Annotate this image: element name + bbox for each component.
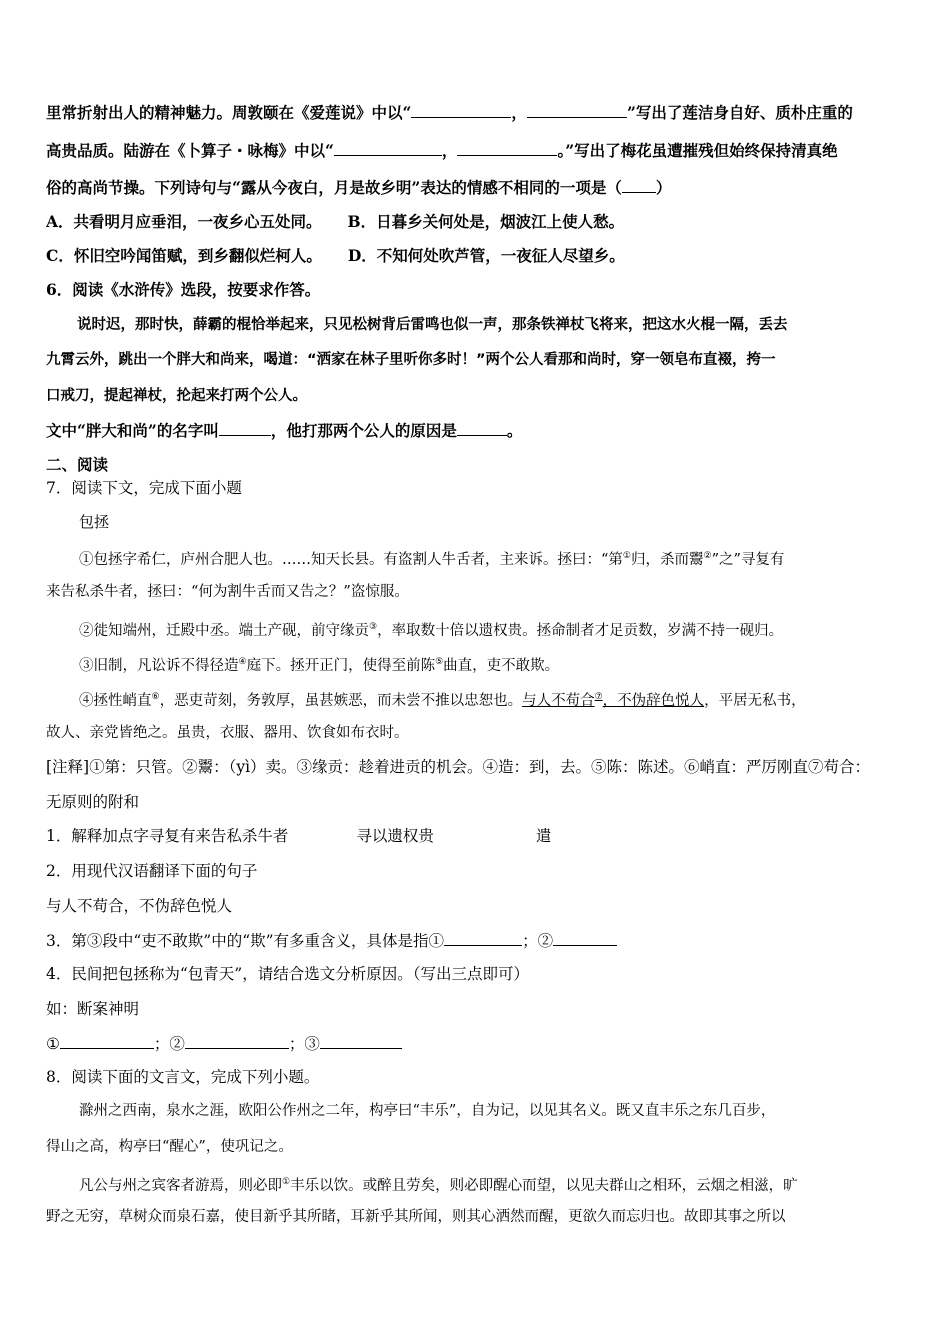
q5-line2-sep: ， [441,141,458,160]
answer-label: ；③ [288,1035,320,1053]
q8-title: 8．阅读下面的文言文，完成下列小题。 [46,1068,320,1086]
q5-line1-text-b: ”写出了莲洁身自好、质朴庄重的 [626,103,853,122]
q7-subquestion-4: 4．民间把包拯称为“包青天”，请结合选文分析原因。（写出三点即可） [46,965,529,983]
q7-sq1-text-b: 寻以遗权贵 [356,827,434,845]
q7-para2-text-b: ，率取数十倍以遗权贵。拯命制者才足贡数，岁满不持一砚归。 [377,622,784,639]
q7-para3-text-b: 庭下。拯开正门，使得至前陈 [246,657,436,674]
q6-passage-line-3: 口戒刀，提起禅杖，抡起来打两个公人。 [46,388,307,404]
q6-passage-line-2: 九霄云外，跳出一个胖大和尚来，喝道：“洒家在林子里听你多时！”两个公人看那和尚时，穿一领皂布直裰，挎一 [46,352,776,368]
q7-para2-text-a: ②徙知端州，迁殿中丞。端土产砚，前守缘贡 [79,622,369,639]
q5-options-row-2 [46,246,910,266]
q7-para4-text-c: ，平居无私书， [704,692,806,709]
q7-subquestion-3 [46,930,910,951]
footnote-marker: ⑤ [435,657,444,667]
option-d[interactable]: D．不知何处吹芦管，一夜征人尽望乡。 [347,246,625,265]
q5-line3-text-b: ） [655,178,672,197]
answer-blank[interactable] [444,930,522,946]
answer-label: ① [46,1035,60,1053]
footnote-marker: ④ [238,657,247,667]
q7-subquestion-2: 2．用现代汉语翻译下面的句子 [46,862,258,880]
underlined-phrase: 与人不苟合 [522,692,595,709]
q7-para4-line1 [79,687,910,711]
q8-passage-line1: 滁州之西南，泉水之涯，欧阳公作州之二年，构亭曰“丰乐”，自为记，以见其名义。既又直丰乐之东几百步， [79,1103,776,1119]
footnote-marker: ⑥ [151,692,160,702]
q5-line3-text-a: 俗的高尚节操。下列诗句与“露从今夜白，月是故乡明”表达的情感不相同的一项是（ [46,178,622,197]
q6-question-text-a: 文中“胖大和尚”的名字叫 [46,421,219,440]
q8-passage-line2: 得山之高，构亭曰“醒心”，使巩记之。 [46,1139,293,1155]
underlined-phrase: ，不伪辞色悦人 [602,692,705,709]
q6-question-text-b: ，他打那两个公人的原因是 [270,421,457,440]
q5-line-2 [46,140,910,161]
answer-blank[interactable] [553,930,617,946]
q5-line2-text-b: 。”写出了梅花虽遭摧残但始终保持清真绝 [557,141,838,160]
option-a[interactable]: A．共看明月应垂泪，一夜乡心五处同。 [46,212,322,231]
q8-para-text-a: 凡公与州之宾客者游焉，则必即 [79,1177,282,1194]
q5-line2-text-a: 高贵品质。陆游在《卜算子・咏梅》中以“ [46,141,334,160]
footnote-marker: ① [282,1177,291,1187]
q7-sq3-text-a: 3．第③段中“吏不敢欺”中的“欺”有多重含义，具体是指① [46,932,445,950]
q5-line1-text-a: 里常折射出人的精神魅力。周敦颐在《爱莲说》中以“ [46,103,412,122]
q7-notes-line1: [注释]①第：只管。②鬻：（yì）卖。③缘贡：趁着进贡的机会。④造：到，去。⑤陈：陈述。⑥峭直：严厉刚直⑦苟合： [46,758,871,776]
q8-passage-line3 [79,1172,910,1196]
answer-blank[interactable] [411,102,511,118]
q7-para1-text-a: ①包拯字希仁，庐州合肥人也。……知天长县。有盗割人牛舌者，主来诉。拯曰：“第 [79,551,623,568]
footnote-marker: ⑦ [594,692,603,702]
answer-blank[interactable] [527,102,627,118]
q6-question-text-c: 。 [506,421,523,440]
q6-passage-line-1: 说时迟，那时快，薛霸的棍恰举起来，只见松树背后雷鸣也似一声，那条铁禅杖飞将来，把这水火棍一隔，丢去 [77,317,788,333]
option-b[interactable]: B．日暮乡关何处是，烟波江上使人愁。 [347,212,625,231]
q7-title: 7．阅读下文，完成下面小题 [46,479,242,497]
q7-para3-text-c: 曲直，吏不敢欺。 [443,657,560,674]
answer-blank[interactable] [457,420,507,436]
answer-blank[interactable] [622,177,656,193]
footnote-marker: ③ [369,622,378,632]
q7-para1-line1 [79,546,910,570]
section-heading: 二、阅读 [46,455,109,474]
answer-blank[interactable] [334,140,442,156]
q5-line1-sep: ， [511,103,527,122]
answer-blank[interactable] [320,1033,402,1049]
q7-subquestion-2-sentence: 与人不苟合，不伪辞色悦人 [46,897,233,915]
q7-para4-line2: 故人、亲党皆绝之。虽贵，衣服、器用、饮食如布衣时。 [46,725,409,741]
q7-para2 [79,617,910,641]
q7-para1-text-b: 归，杀而鬻 [631,551,704,568]
q7-para4-text-b: ，恶吏苛刻，务敦厚，虽甚嫉恶，而未尝不推以忠恕也。 [159,692,523,709]
footnote-marker: ① [622,551,631,561]
q7-sq1-text-c: 遣 [535,827,552,845]
q6-question [46,420,910,441]
q8-para-text-b: 丰乐以饮。或醉且劳矣，则必即醒心而望，以见夫群山之相环，云烟之相滋，旷 [290,1177,798,1194]
option-c[interactable]: C．怀旧空吟闻笛赋，到乡翻似烂柯人。 [46,246,322,265]
answer-blank[interactable] [60,1033,154,1049]
q5-line-3 [46,177,910,198]
footnote-marker: ② [703,551,712,561]
q8-passage-line4: 野之无穷，草树众而泉石嘉，使目新乎其所睹，耳新乎其所闻，则其心洒然而醒，更欲久而忘归也。故即其事之所以 [46,1209,786,1225]
q7-para3 [79,652,910,676]
answer-blank[interactable] [185,1033,289,1049]
q7-para1-text-c: ”之”寻复有 [711,551,785,568]
q7-passage-heading: 包拯 [79,513,110,531]
answer-blank[interactable] [219,420,271,436]
q7-subquestion-1 [46,826,910,846]
q7-subquestion-4-answers [46,1033,910,1054]
answer-blank[interactable] [457,140,557,156]
q7-para3-text-a: ③旧制，凡讼诉不得径造 [79,657,239,674]
q5-options-row-1 [46,212,910,232]
q7-sq1-text-a: 1．解释加点字寻复有来告私杀牛者 [46,827,289,845]
q7-para1-line2: 来告私杀牛者，拯曰：“何为割牛舌而又告之？”盗惊服。 [46,584,409,600]
q7-subquestion-4-example: 如：断案神明 [46,1000,140,1018]
q7-sq3-text-b: ；② [522,932,554,950]
q7-notes-line2: 无原则的附和 [46,793,140,811]
q7-para4-text-a: ④拯性峭直 [79,692,152,709]
q6-title: 6．阅读《水浒传》选段，按要求作答。 [46,280,321,299]
answer-label: ；② [153,1035,185,1053]
q5-line-1 [46,102,910,123]
